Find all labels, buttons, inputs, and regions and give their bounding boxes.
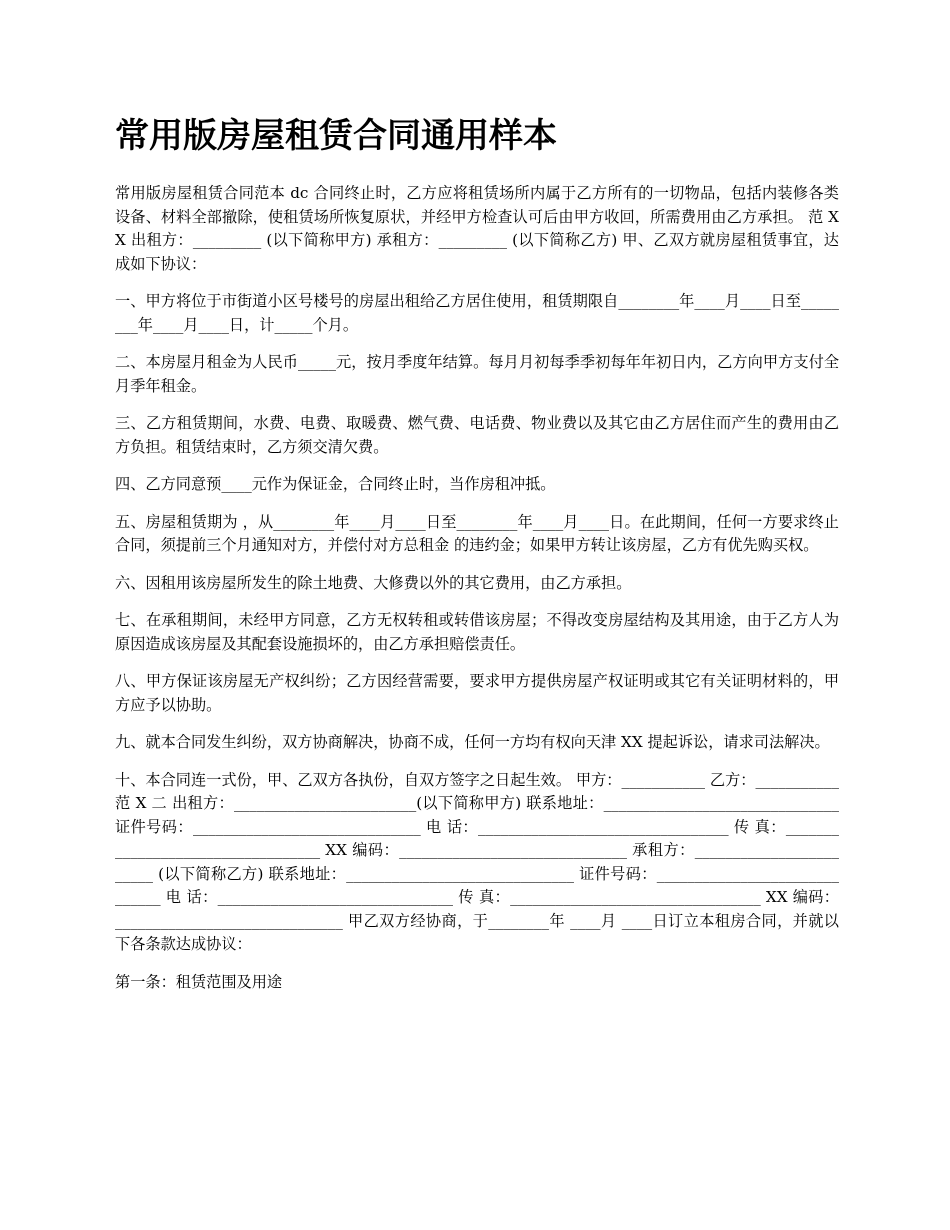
document-title: 常用版房屋租赁合同通用样本: [115, 116, 557, 156]
article-1-heading: 第一条：租赁范围及用途: [115, 972, 283, 991]
clause-2-paragraph: 二、本房屋月租金为人民币_____元，按月季度年结算。每月月初每季季初每年年初日内，乙方向甲方支付全月季年租金。: [115, 353, 839, 395]
clause-8-paragraph: 八、甲方保证该房屋无产权纠纷；乙方因经营需要，要求甲方提供房屋产权证明或其它有关证明材料的，甲方应予以协助。: [115, 672, 839, 714]
intro-paragraph: 常用版房屋租赁合同范本 dc 合同终止时，乙方应将租赁场所内属于乙方所有的一切物品，包括内装修各类设备、材料全部撤除，使租赁场所恢复原状，并经甲方检查认可后由甲方收回，所需费用由乙方承担。 范 XX 出租方：_________ (以下简称甲方) 承租方：_________ (以下简称乙方) 甲、乙双方就房屋租赁事宜，达成如下协议：: [115, 184, 839, 273]
document-page: [115, 112, 839, 1008]
clause-7-paragraph: 七、在承租期间，未经甲方同意，乙方无权转租或转借该房屋；不得改变房屋结构及其用途，由于乙方人为原因造成该房屋及其配套设施损坏的，由乙方承担赔偿责任。: [115, 611, 839, 653]
clause-1-paragraph: 一、甲方将位于市街道小区号楼号的房屋出租给乙方居住使用，租赁期限自________年____月____日至________年____月____日，计_____个月。: [115, 292, 839, 334]
clause-9-paragraph: 九、就本合同发生纠纷，双方协商解决，协商不成，任何一方均有权向天津 XX 提起诉讼，请求司法解决。: [115, 733, 830, 751]
clause-3-paragraph: 三、乙方租赁期间，水费、电费、取暖费、燃气费、电话费、物业费以及其它由乙方居住而产生的费用由乙方负担。租赁结束时，乙方须交清欠费。: [115, 414, 839, 456]
clause-4-paragraph: 四、乙方同意预____元作为保证金，合同终止时，当作房租冲抵。: [115, 475, 556, 493]
clause-6-paragraph: 六、因租用该房屋所发生的除土地费、大修费以外的其它费用，由乙方承担。: [115, 573, 632, 592]
clause-10-paragraph: 十、本合同连一式份，甲、乙双方各执份，自双方签字之日起生效。 甲方：___________ 乙方：___________ 范 X 二 出租方：________________________(以下简称甲方) 联系地址：_______________________________ 证件号码：______________________________ 电 话：_________________________________ 传 真：__________________________________ XX 编码：______________________________ 承租方：________________________ (以下简称乙方) 联系地址：______________________________ 证件号码：______________________________ 电 话：_______________________________ 传 真：_________________________________ XX 编码：______________________________ 甲乙双方经协商，于________年 ____月 ____日订立本租房合同，并就以下各条款达成协议：: [115, 770, 839, 953]
clause-5-paragraph: 五、房屋租赁期为 ，从________年____月____日至________年____月____日。在此期间，任何一方要求终止合同，须提前三个月通知对方，并偿付对方总租金 的违约金；如果甲方转让该房屋，乙方有优先购买权。: [115, 512, 839, 554]
